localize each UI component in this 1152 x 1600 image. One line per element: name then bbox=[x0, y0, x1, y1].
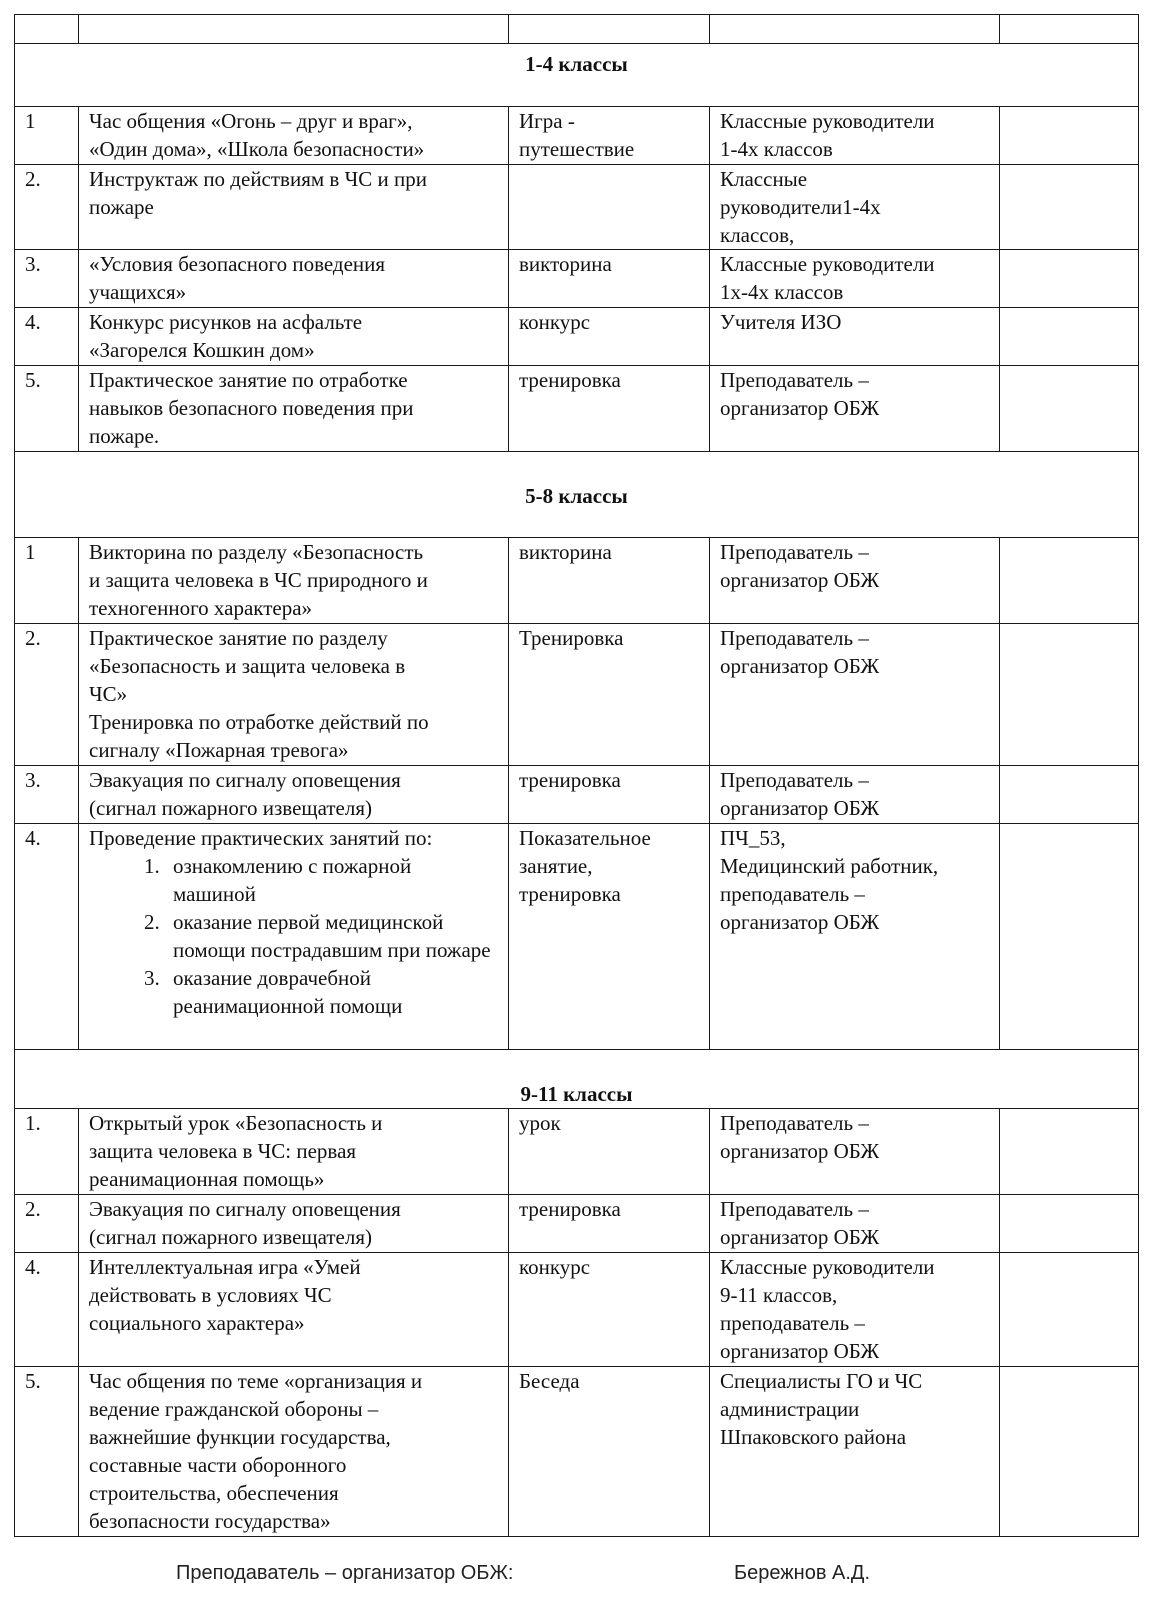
note-cell bbox=[1000, 624, 1139, 766]
event-cell: Интеллектуальная игра «Умей действовать в условиях ЧС социального характера» bbox=[79, 1253, 509, 1367]
table-row bbox=[15, 1253, 1139, 1367]
responsible-cell: Классные руководители 1-4х классов bbox=[710, 107, 1000, 165]
signature-role: Преподаватель – организатор ОБЖ: bbox=[176, 1562, 514, 1584]
table-row bbox=[15, 624, 1139, 766]
note-cell bbox=[1000, 824, 1139, 1050]
note-cell bbox=[1000, 366, 1139, 452]
row-number: 2. bbox=[15, 624, 79, 766]
row-number: 5. bbox=[15, 1367, 79, 1537]
responsible-cell: Преподаватель – организатор ОБЖ bbox=[710, 1195, 1000, 1253]
events-table bbox=[14, 14, 1139, 1537]
form-cell: тренировка bbox=[509, 366, 710, 452]
row-number: 4. bbox=[15, 308, 79, 366]
form-cell: Показательное занятие, тренировка bbox=[509, 824, 710, 1050]
section-title: 9-11 классы bbox=[15, 1050, 1139, 1109]
form-cell: урок bbox=[509, 1109, 710, 1195]
plan-sheet bbox=[14, 14, 1138, 1537]
event-cell: Эвакуация по сигналу оповещения (сигнал пожарного извещателя) bbox=[79, 1195, 509, 1253]
responsible-cell: ПЧ_53, Медицинский работник, преподаватель – организатор ОБЖ bbox=[710, 824, 1000, 1050]
event-cell: «Условия безопасного поведения учащихся» bbox=[79, 250, 509, 308]
note-cell bbox=[1000, 107, 1139, 165]
note-cell bbox=[1000, 250, 1139, 308]
section-row bbox=[15, 452, 1139, 538]
form-cell: тренировка bbox=[509, 1195, 710, 1253]
form-cell: Тренировка bbox=[509, 624, 710, 766]
header-cell bbox=[1000, 15, 1139, 44]
form-cell: викторина bbox=[509, 538, 710, 624]
responsible-cell: Специалисты ГО и ЧС администрации Шпаковского района bbox=[710, 1367, 1000, 1537]
form-cell: Игра - путешествие bbox=[509, 107, 710, 165]
table-row bbox=[15, 766, 1139, 824]
list-item: 3. оказание доврачебной реанимационной помощи bbox=[165, 964, 498, 1020]
row-number: 3. bbox=[15, 250, 79, 308]
table-row bbox=[15, 1195, 1139, 1253]
form-cell: Беседа bbox=[509, 1367, 710, 1537]
event-cell: Открытый урок «Безопасность и защита человека в ЧС: первая реанимационная помощь» bbox=[79, 1109, 509, 1195]
row-number: 1 bbox=[15, 538, 79, 624]
table-row bbox=[15, 366, 1139, 452]
form-cell: викторина bbox=[509, 250, 710, 308]
section-row bbox=[15, 44, 1139, 107]
event-cell: Инструктаж по действиям в ЧС и при пожаре bbox=[79, 165, 509, 250]
note-cell bbox=[1000, 1109, 1139, 1195]
responsible-cell: Классные руководители 1х-4х классов bbox=[710, 250, 1000, 308]
row-number: 4. bbox=[15, 824, 79, 1050]
table-row bbox=[15, 107, 1139, 165]
signature-line bbox=[0, 1558, 1152, 1592]
header-cell bbox=[710, 15, 1000, 44]
event-cell: Эвакуация по сигналу оповещения (сигнал пожарного извещателя) bbox=[79, 766, 509, 824]
table-header-row bbox=[15, 15, 1139, 44]
event-cell: Практическое занятие по разделу «Безопасность и защита человека в ЧС» Тренировка по отработке действий по сигналу «Пожарная тревога» bbox=[79, 624, 509, 766]
event-cell: Час общения «Огонь – друг и враг», «Один дома», «Школа безопасности» bbox=[79, 107, 509, 165]
row-number: 3. bbox=[15, 766, 79, 824]
header-cell bbox=[509, 15, 710, 44]
table-row bbox=[15, 824, 1139, 1050]
note-cell bbox=[1000, 1367, 1139, 1537]
responsible-cell: Преподаватель – организатор ОБЖ bbox=[710, 366, 1000, 452]
responsible-cell: Преподаватель – организатор ОБЖ bbox=[710, 538, 1000, 624]
section-title: 1-4 классы bbox=[15, 44, 1139, 107]
responsible-cell: Преподаватель – организатор ОБЖ bbox=[710, 766, 1000, 824]
event-cell: Конкурс рисунков на асфальте «Загорелся Кошкин дом» bbox=[79, 308, 509, 366]
signature-name: Бережнов А.Д. bbox=[734, 1562, 870, 1584]
table-row bbox=[15, 1367, 1139, 1537]
responsible-cell: Преподаватель – организатор ОБЖ bbox=[710, 1109, 1000, 1195]
header-cell bbox=[15, 15, 79, 44]
note-cell bbox=[1000, 1253, 1139, 1367]
responsible-cell: Классные руководители1-4х классов, bbox=[710, 165, 1000, 250]
note-cell bbox=[1000, 766, 1139, 824]
event-cell: Викторина по разделу «Безопасность и защита человека в ЧС природного и техногенного характера» bbox=[79, 538, 509, 624]
row-number: 1. bbox=[15, 1109, 79, 1195]
section-row bbox=[15, 1050, 1139, 1109]
form-cell: конкурс bbox=[509, 1253, 710, 1367]
row-number: 2. bbox=[15, 165, 79, 250]
event-cell bbox=[79, 824, 509, 1050]
note-cell bbox=[1000, 308, 1139, 366]
table-row bbox=[15, 165, 1139, 250]
event-cell: Час общения по теме «организация и ведение гражданской обороны – важнейшие функции государства, составные части оборонного строительства, обеспечения безопасности государства» bbox=[79, 1367, 509, 1537]
row-number: 4. bbox=[15, 1253, 79, 1367]
table-row bbox=[15, 250, 1139, 308]
section-title: 5-8 классы bbox=[15, 452, 1139, 538]
responsible-cell: Классные руководители 9-11 классов, преподаватель – организатор ОБЖ bbox=[710, 1253, 1000, 1367]
form-cell: конкурс bbox=[509, 308, 710, 366]
event-intro: Проведение практических занятий по: bbox=[89, 826, 433, 850]
form-cell bbox=[509, 165, 710, 250]
header-cell bbox=[79, 15, 509, 44]
form-cell: тренировка bbox=[509, 766, 710, 824]
row-number: 5. bbox=[15, 366, 79, 452]
steps-list bbox=[89, 852, 498, 1020]
note-cell bbox=[1000, 165, 1139, 250]
note-cell bbox=[1000, 1195, 1139, 1253]
table-row bbox=[15, 308, 1139, 366]
table-row bbox=[15, 538, 1139, 624]
table-row bbox=[15, 1109, 1139, 1195]
list-item: 1. ознакомлению с пожарной машиной bbox=[165, 852, 498, 908]
note-cell bbox=[1000, 538, 1139, 624]
row-number: 2. bbox=[15, 1195, 79, 1253]
event-cell: Практическое занятие по отработке навыков безопасного поведения при пожаре. bbox=[79, 366, 509, 452]
responsible-cell: Учителя ИЗО bbox=[710, 308, 1000, 366]
list-item: 2. оказание первой медицинской помощи пострадавшим при пожаре bbox=[165, 908, 498, 964]
row-number: 1 bbox=[15, 107, 79, 165]
responsible-cell: Преподаватель – организатор ОБЖ bbox=[710, 624, 1000, 766]
